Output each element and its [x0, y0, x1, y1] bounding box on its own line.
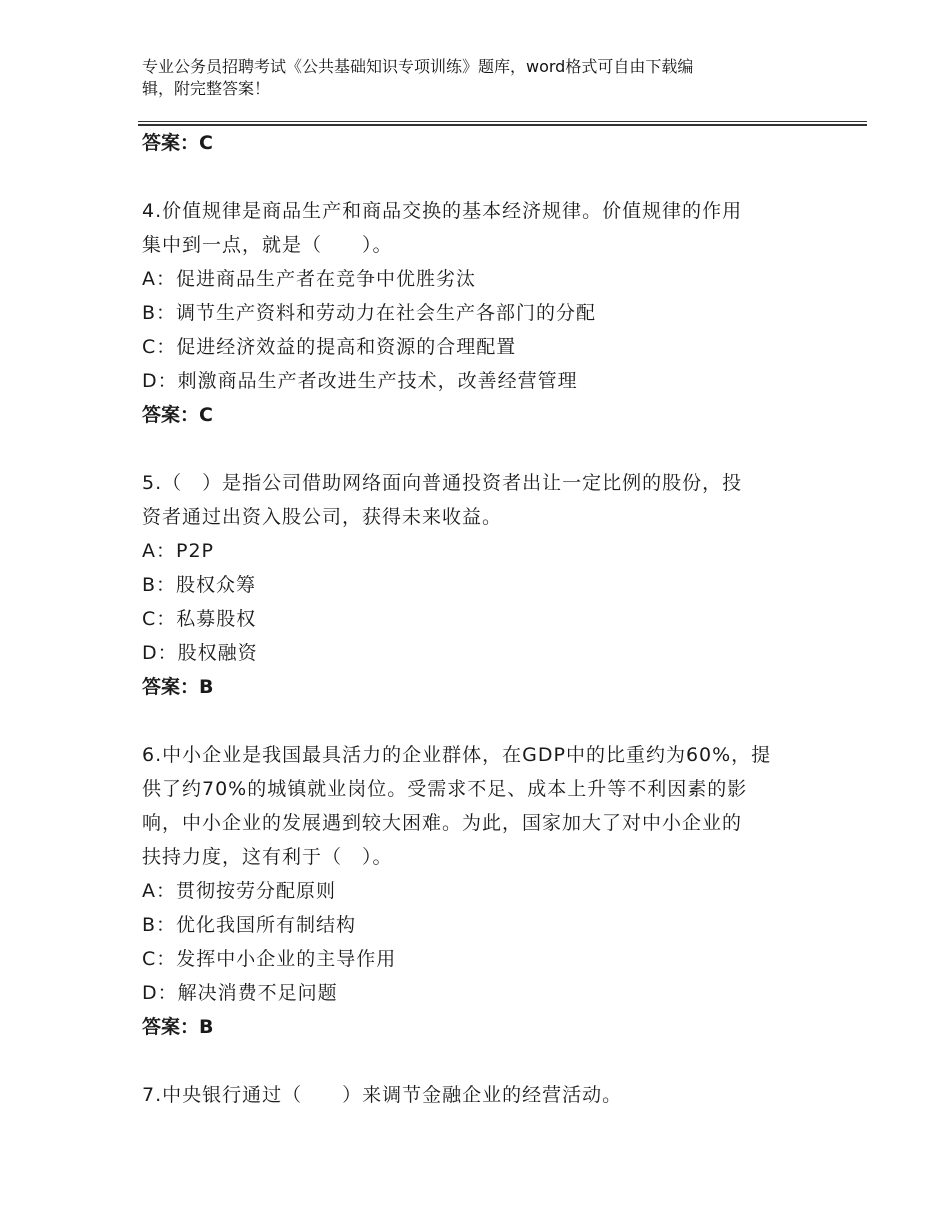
option-a: A：促进商品生产者在竞争中优胜劣汰 — [142, 268, 476, 290]
spacer — [142, 704, 822, 738]
option-c: C：促进经济效益的提高和资源的合理配置 — [142, 336, 517, 358]
option-b: B：优化我国所有制结构 — [142, 914, 357, 936]
option-a: A：P2P — [142, 540, 215, 562]
answer: 答案：C — [142, 404, 213, 426]
option-b: B：股权众筹 — [142, 574, 257, 596]
question-stem-line: 7.中央银行通过（ ）来调节金融企业的经营活动。 — [142, 1084, 623, 1106]
question-6 — [142, 738, 822, 1044]
option-d: D：刺激商品生产者改进生产技术，改善经营管理 — [142, 370, 578, 392]
spacer — [142, 1044, 822, 1078]
answer: 答案：B — [142, 676, 214, 698]
question-stem-line: 资者通过出资入股公司，获得未来收益。 — [142, 506, 503, 528]
question-content — [142, 126, 822, 1112]
header-line-2: 辑，附完整答案！ — [142, 79, 271, 98]
option-d: D：解决消费不足问题 — [142, 982, 338, 1004]
question-stem-line: 扶持力度，这有利于（ ）。 — [142, 846, 393, 868]
answer: 答案：B — [142, 1016, 214, 1038]
option-b: B：调节生产资料和劳动力在社会生产各部门的分配 — [142, 302, 597, 324]
spacer — [142, 160, 822, 194]
question-5 — [142, 466, 822, 704]
question-7 — [142, 1078, 822, 1112]
header-rule-thin — [138, 121, 867, 122]
previous-answer: 答案：C — [142, 132, 213, 154]
question-stem-line: 6.中小企业是我国最具活力的企业群体，在GDP中的比重约为60%，提 — [142, 744, 772, 766]
header-line-1: 专业公务员招聘考试《公共基础知识专项训练》题库，word格式可自由下载编 — [142, 57, 694, 76]
question-stem-line: 4.价值规律是商品生产和商品交换的基本经济规律。价值规律的作用 — [142, 200, 743, 222]
option-c: C：私募股权 — [142, 608, 257, 630]
option-c: C：发挥中小企业的主导作用 — [142, 948, 397, 970]
question-stem-line: 5.（ ）是指公司借助网络面向普通投资者出让一定比例的股份，投 — [142, 472, 743, 494]
option-a: A：贯彻按劳分配原则 — [142, 880, 336, 902]
question-4 — [142, 194, 822, 432]
question-stem-line: 响，中小企业的发展遇到较大困难。为此，国家加大了对中小企业的 — [142, 812, 743, 834]
question-stem-line: 供了约70%的城镇就业岗位。受需求不足、成本上升等不利因素的影 — [142, 778, 748, 800]
option-d: D：股权融资 — [142, 642, 258, 664]
spacer — [142, 432, 822, 466]
page-header — [142, 56, 802, 100]
question-stem-line: 集中到一点，就是（ ）。 — [142, 234, 393, 256]
